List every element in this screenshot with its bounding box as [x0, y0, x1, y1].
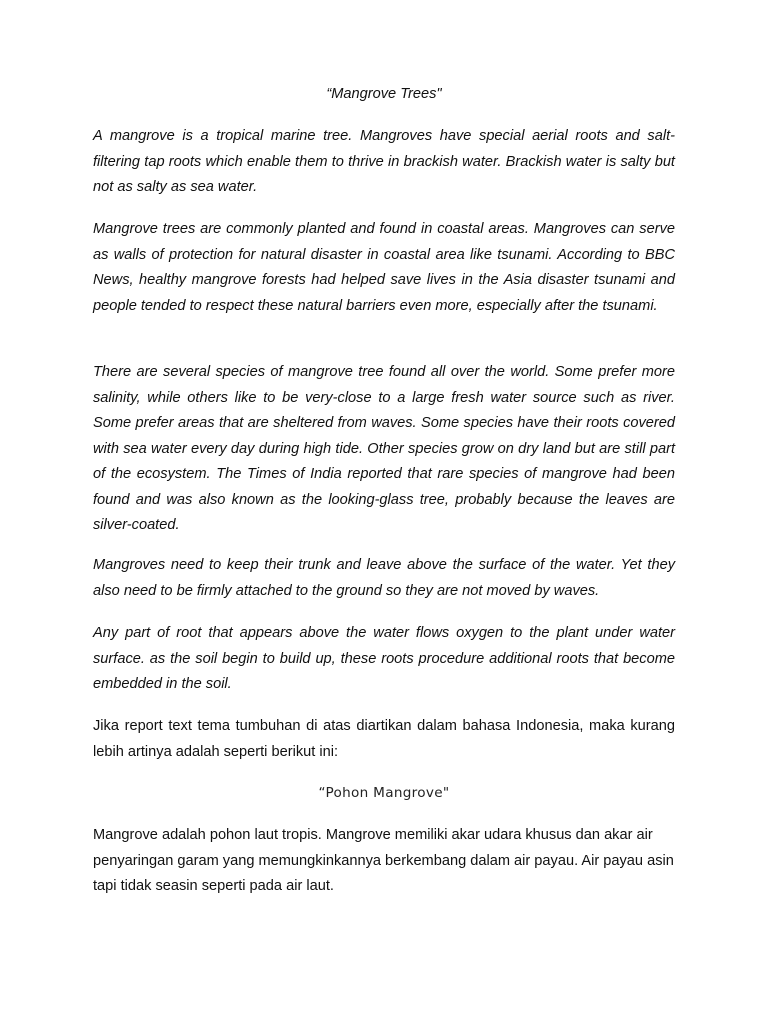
paragraph-translation-intro: Jika report text tema tumbuhan di atas diartikan dalam bahasa Indonesia, maka kurang lebih artinya adalah seperti berikut ini: — [93, 718, 675, 760]
paragraph-roots: Any part of root that appears above the water flows oxygen to the plant under water surface. as the soil begin to build up, these roots procedure additional roots that become embedded in the soil. — [93, 625, 675, 692]
paragraph-definition: A mangrove is a tropical marine tree. Mangroves have special aerial roots and salt-filtering tap roots which enable them to thrive in brackish water. Brackish water is salty but not as salty as sea water. — [93, 128, 675, 195]
paragraph-indonesian-definition: Mangrove adalah pohon laut tropis. Mangrove memiliki akar udara khusus dan akar air penyaringan garam yang memungkinkannya berkembang dalam air payau. Air payau asin tapi tidak seasin seperti pada air laut. — [93, 827, 674, 894]
document-title-indonesian: “Pohon Mangrove" — [318, 785, 450, 801]
document-title-english: “Mangrove Trees" — [326, 86, 442, 102]
paragraph-trunk: Mangroves need to keep their trunk and leave above the surface of the water. Yet they also need to be firmly attached to the ground so they are not moved by waves. — [93, 557, 675, 599]
paragraph-species: There are several species of mangrove tree found all over the world. Some prefer more salinity, while others like to be very-close to a large fresh water source such as river. Some prefer areas that are sheltered from waves. Some species have their roots covered with sea water every day during high tide. Other species grow on dry land but are still part of the ecosystem. The Times of India reported that rare species of mangrove had been found and was also known as the looking-glass tree, probably because the leaves are silver-coated. — [93, 364, 675, 533]
paragraph-coastal-protection: Mangrove trees are commonly planted and found in coastal areas. Mangroves can serve as walls of protection for natural disaster in coastal area like tsunami. According to BBC News, healthy mangrove forests had helped save lives in the Asia disaster tsunami and people tended to respect these natural barriers even more, especially after the tsunami. — [93, 221, 675, 314]
